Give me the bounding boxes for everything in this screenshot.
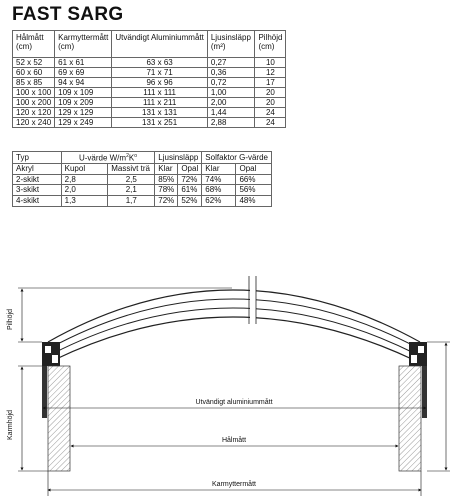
cell-karm: 61 x 61	[55, 58, 112, 68]
cell-massivt: 2,5	[108, 174, 155, 185]
header-kupol: Kupol	[61, 164, 108, 175]
cell-utv: 131 x 251	[112, 118, 207, 128]
cell-ljus: 0,72	[207, 78, 255, 88]
cell-pil: 24	[255, 108, 286, 118]
cell-utv: 71 x 71	[112, 68, 207, 78]
cell-pil: 24	[255, 118, 286, 128]
cell-karm: 129 x 129	[55, 108, 112, 118]
cell-pil: 20	[255, 88, 286, 98]
label-utvandigt-alu: Utvändigt aluminiummått	[195, 399, 273, 406]
cell-halmatt: 85 x 85	[13, 78, 55, 88]
cell-ljus: 2,00	[207, 98, 255, 108]
header-utvandigt: Utvändigt Aluminiummått	[112, 31, 207, 58]
cell-halmatt: 52 x 52	[13, 58, 55, 68]
header-massivt: Massivt trä	[108, 164, 155, 175]
header-opal: Opal	[178, 164, 202, 175]
cell-utv: 131 x 131	[112, 108, 207, 118]
cell-massivt: 2,1	[108, 185, 155, 196]
header-pilhojd: Pilhöjd (cm)	[255, 31, 286, 58]
cell-ljus: 2,88	[207, 118, 255, 128]
label-pilhojd: Pilhöjd	[7, 308, 14, 330]
cell-karm: 94 x 94	[55, 78, 112, 88]
cell-halmatt: 100 x 100	[13, 88, 55, 98]
break-mark	[249, 276, 256, 336]
header-klar2: Klar	[202, 164, 236, 175]
cell-karm: 109 x 209	[55, 98, 112, 108]
cell-typ: 4-skikt	[13, 196, 62, 207]
header-opal2: Opal	[236, 164, 272, 175]
cell-karm: 129 x 249	[55, 118, 112, 128]
cell-sol-klar: 62%	[202, 196, 236, 207]
cell-ljus: 1,00	[207, 88, 255, 98]
header-u-value: U-värde $W/m^2K^o$	[61, 152, 155, 164]
cell-ljus: 0,27	[207, 58, 255, 68]
cell-utv: 111 x 111	[112, 88, 207, 98]
header-karmyttermatt: Karmyttermått (cm)	[55, 31, 112, 58]
cell-typ: 2-skikt	[13, 174, 62, 185]
cell-massivt: 1,7	[108, 196, 155, 207]
cell-sol-opal: 48%	[236, 196, 272, 207]
cell-halmatt: 100 x 200	[13, 98, 55, 108]
header-ljusinslapp: Ljusinsläpp (m²)	[207, 31, 255, 58]
dome-layers	[48, 290, 420, 360]
cell-kupol: 1,3	[61, 196, 108, 207]
cell-ljus-opal: 61%	[178, 185, 202, 196]
cell-ljus-klar: 85%	[155, 174, 178, 185]
cell-pil: 12	[255, 68, 286, 78]
header-solfaktor: Solfaktor G-värde	[202, 152, 272, 164]
left-frame-profile	[42, 342, 70, 471]
cell-karm: 109 x 109	[55, 88, 112, 98]
cell-sol-opal: 56%	[236, 185, 272, 196]
cell-sol-klar: 74%	[202, 174, 236, 185]
cell-ljus: 0,36	[207, 68, 255, 78]
cell-utv: 63 x 63	[112, 58, 207, 68]
cell-typ: 3-skikt	[13, 185, 62, 196]
cell-utv: 96 x 96	[112, 78, 207, 88]
cell-sol-klar: 68%	[202, 185, 236, 196]
cell-pil: 17	[255, 78, 286, 88]
cell-pil: 10	[255, 58, 286, 68]
header-typ: Typ	[13, 152, 62, 164]
page-title: FAST SARG	[12, 4, 124, 25]
label-karmyttermatt: Karmyttermått	[212, 481, 256, 488]
cell-halmatt: 120 x 240	[13, 118, 55, 128]
label-karmhojd: Karmhöjd	[7, 410, 14, 440]
right-frame-profile	[399, 342, 427, 471]
cell-ljus-klar: 78%	[155, 185, 178, 196]
cell-sol-opal: 66%	[236, 174, 272, 185]
cell-halmatt: 120 x 120	[13, 108, 55, 118]
header-halmatt: Hålmått (cm)	[13, 31, 55, 58]
header-klar: Klar	[155, 164, 178, 175]
cell-ljus-opal: 72%	[178, 174, 202, 185]
cell-ljus: 1,44	[207, 108, 255, 118]
cell-halmatt: 60 x 60	[13, 68, 55, 78]
cell-karm: 69 x 69	[55, 68, 112, 78]
label-halmatt: Hålmått	[221, 437, 247, 444]
cell-ljus-klar: 72%	[155, 196, 178, 207]
dimension-lines	[18, 288, 450, 496]
cell-kupol: 2,0	[61, 185, 108, 196]
header-akryl: Akryl	[13, 164, 62, 175]
header-ljusinslapp2: Ljusinsläpp	[155, 152, 202, 164]
cell-pil: 20	[255, 98, 286, 108]
cell-ljus-opal: 52%	[178, 196, 202, 207]
cell-kupol: 2,8	[61, 174, 108, 185]
cell-utv: 111 x 211	[112, 98, 207, 108]
